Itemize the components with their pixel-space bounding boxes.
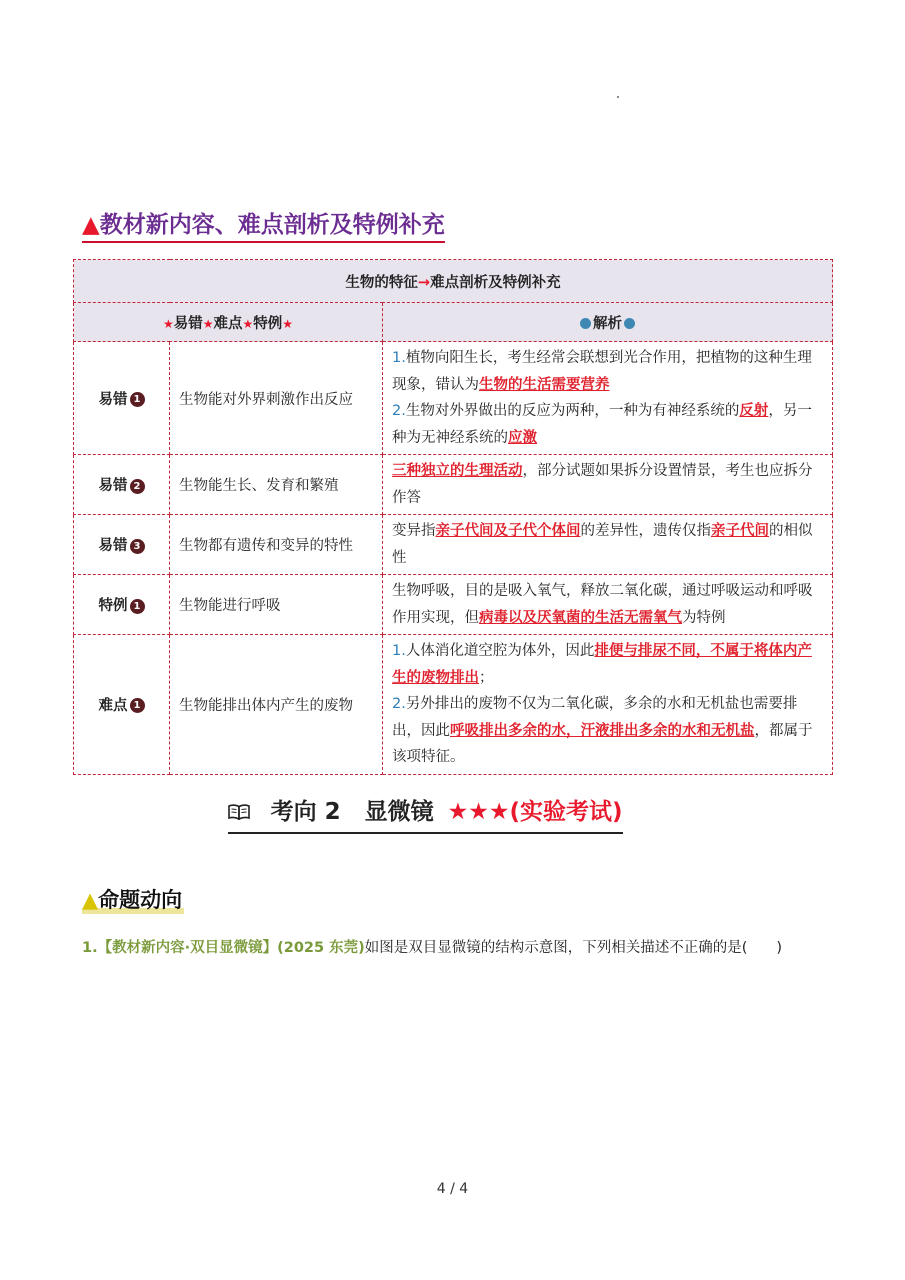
row-type: 易错 1 [74,342,170,455]
row-feature: 生物都有遗传和变异的特性 [170,515,383,575]
question-text: 如图是双目显微镜的结构示意图，下列相关描述不正确的是( ) [364,940,783,956]
row-analysis: 三种独立的生理活动，部分试题如果拆分设置情景，考生也应拆分作答 [383,455,833,515]
number-badge: 3 [130,539,145,554]
star-icon: ★ [162,316,174,331]
question-source: 【教材新内容·双目显微镜】(2025 东莞) [97,940,365,956]
book-icon [228,802,257,824]
table-row [74,515,833,575]
row-type: 易错 3 [74,515,170,575]
star-icon: ★ [202,316,214,331]
header-right: 解析 [383,303,833,342]
number-badge: 1 [130,599,145,614]
row-analysis: 1.人体消化道空腔为体外，因此排便与排尿不同，不属于将体内产生的废物排出； 2.另外排出的废物不仅为二氧化碳，多余的水和无机盐也需要排出，因此呼吸排出多余的水，汗液排出多余的水和无机盐，都属于该项特征。 [383,635,833,775]
row-feature: 生物能进行呼吸 [170,575,383,635]
header-left: ★易错★难点★特例★ [74,303,383,342]
section-title: ▲教材新内容、难点剖析及特例补充 [82,210,445,243]
triangle-icon: ▲ [82,212,100,238]
row-feature: 生物能生长、发育和繁殖 [170,455,383,515]
row-type: 易错 2 [74,455,170,515]
number-badge: 1 [130,392,145,407]
row-type: 特例 1 [74,575,170,635]
table-header-row [74,303,833,342]
table-row [74,575,833,635]
dot-icon [580,318,591,329]
table-row [74,635,833,775]
kaoxiang-heading: 考向 2 显微镜 ★★★(实验考试) [228,795,623,834]
row-analysis: 生物呼吸，目的是吸入氧气，释放二氧化碳，通过呼吸运动和呼吸作用实现，但病毒以及厌氧菌的生活无需氧气为特例 [383,575,833,635]
number-badge: 2 [130,479,145,494]
table-row [74,455,833,515]
row-feature: 生物能排出体内产生的废物 [170,635,383,775]
row-feature: 生物能对外界刺激作出反应 [170,342,383,455]
table-title: 生物的特征→难点剖析及特例补充 [74,260,833,303]
mingti-heading: ▲命题动向 [82,888,183,912]
page-number: 4 / 4 [436,1181,469,1197]
question-1: 1.【教材新内容·双目显微镜】(2025 东莞)如图是双目显微镜的结构示意图，下列相关描述不正确的是( ) [82,940,783,956]
triangle-icon: ▲ [82,888,99,912]
speck-dot [617,96,619,98]
arrow-icon: → [417,274,431,291]
row-type: 难点 1 [74,635,170,775]
table-row [74,342,833,455]
star-icon: ★ [282,316,294,331]
row-analysis: 变异指亲子代间及子代个体间的差异性，遗传仅指亲子代间的相似性 [383,515,833,575]
analysis-table [73,259,833,775]
star-icon: ★ [242,316,254,331]
row-analysis: 1.植物向阳生长，考生经常会联想到光合作用，把植物的这种生理现象，错认为生物的生活需要营养 2.生物对外界做出的反应为两种，一种为有神经系统的反射，另一种为无神经系统的应激 [383,342,833,455]
dot-icon [624,318,635,329]
rating-stars: ★★★(实验考试) [447,799,623,825]
number-badge: 1 [130,698,145,713]
table-title-row [74,260,833,303]
